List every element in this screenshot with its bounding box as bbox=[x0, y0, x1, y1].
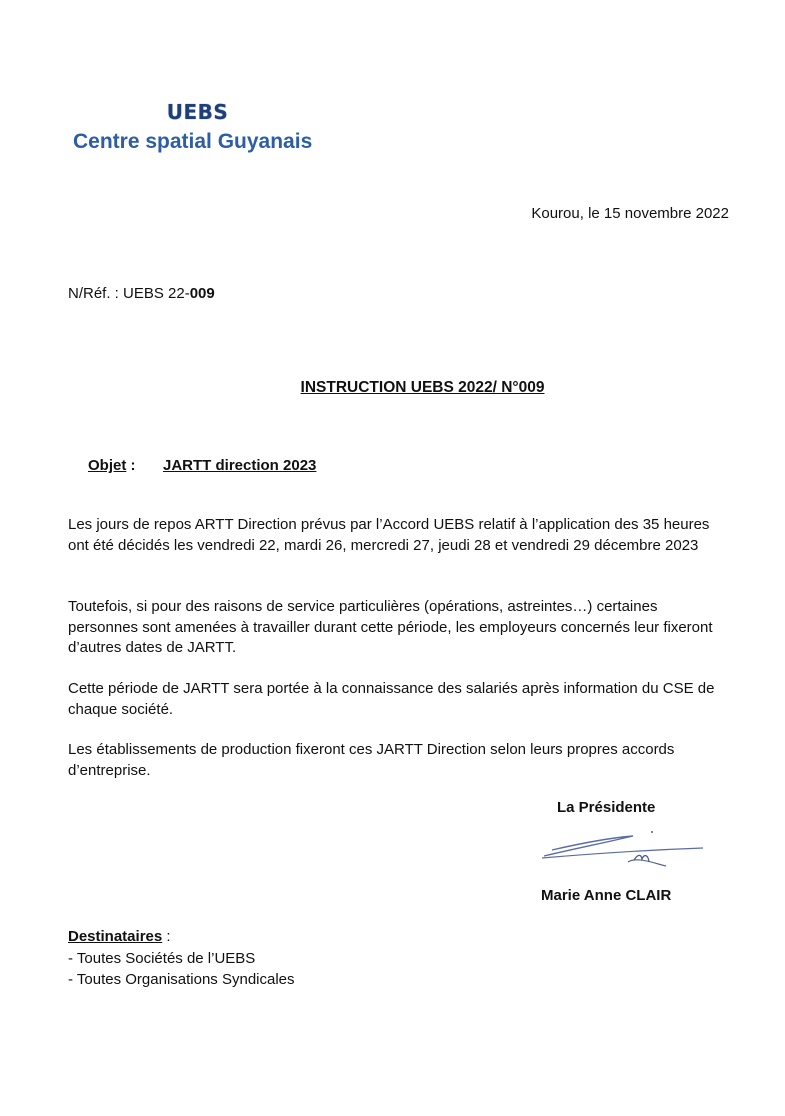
handwritten-signature bbox=[538, 826, 708, 870]
reference-label: N/Réf. : UEBS 22- bbox=[68, 285, 190, 302]
recipients-suffix: : bbox=[162, 928, 171, 945]
subject-label: Objet bbox=[88, 457, 127, 474]
subject-separator: : bbox=[130, 457, 136, 474]
body-paragraph-2: Toutefois, si pour des raisons de service particulières (opérations, astreintes…) certaines personnes sont amenées à travailler durant cette période, les employeurs concernés leur fixeront d’autres dates de JARTT. bbox=[68, 598, 713, 656]
body-paragraph-3: Cette période de JARTT sera portée à la connaissance des salariés après information du CSE de chaque société. bbox=[68, 680, 715, 718]
signer-title: La Présidente bbox=[557, 799, 656, 816]
recipient-item: - Toutes Organisations Syndicales bbox=[68, 971, 295, 988]
recipients-list bbox=[68, 948, 295, 990]
logo-text: UEBS bbox=[166, 100, 229, 124]
reference-number: 009 bbox=[189, 285, 215, 302]
body-paragraph-1: Les jours de repos ARTT Direction prévus par l’Accord UEBS relatif à l’application des 35 heures ont été décidés les vendredi 22, mardi 26, mercredi 27, jeudi 28 et vendredi 29 décembre 2023 bbox=[68, 516, 710, 554]
date-line: Kourou, le 15 novembre 2022 bbox=[531, 205, 729, 222]
recipient-item: - Toutes Sociétés de l’UEBS bbox=[68, 950, 256, 967]
document-title: INSTRUCTION UEBS 2022/ N°009 bbox=[300, 379, 545, 396]
recipients-heading bbox=[68, 928, 171, 945]
recipients-label: Destinataires bbox=[68, 928, 163, 945]
signer-name: Marie Anne CLAIR bbox=[541, 887, 672, 904]
body-paragraph-4: Les établissements de production fixeront ces JARTT Direction selon leurs propres accords d’entreprise. bbox=[68, 741, 675, 779]
subject-value: JARTT direction 2023 bbox=[163, 457, 317, 474]
reference-line bbox=[68, 285, 215, 302]
organization-name: Centre spatial Guyanais bbox=[73, 130, 313, 153]
subject-line bbox=[88, 457, 317, 474]
